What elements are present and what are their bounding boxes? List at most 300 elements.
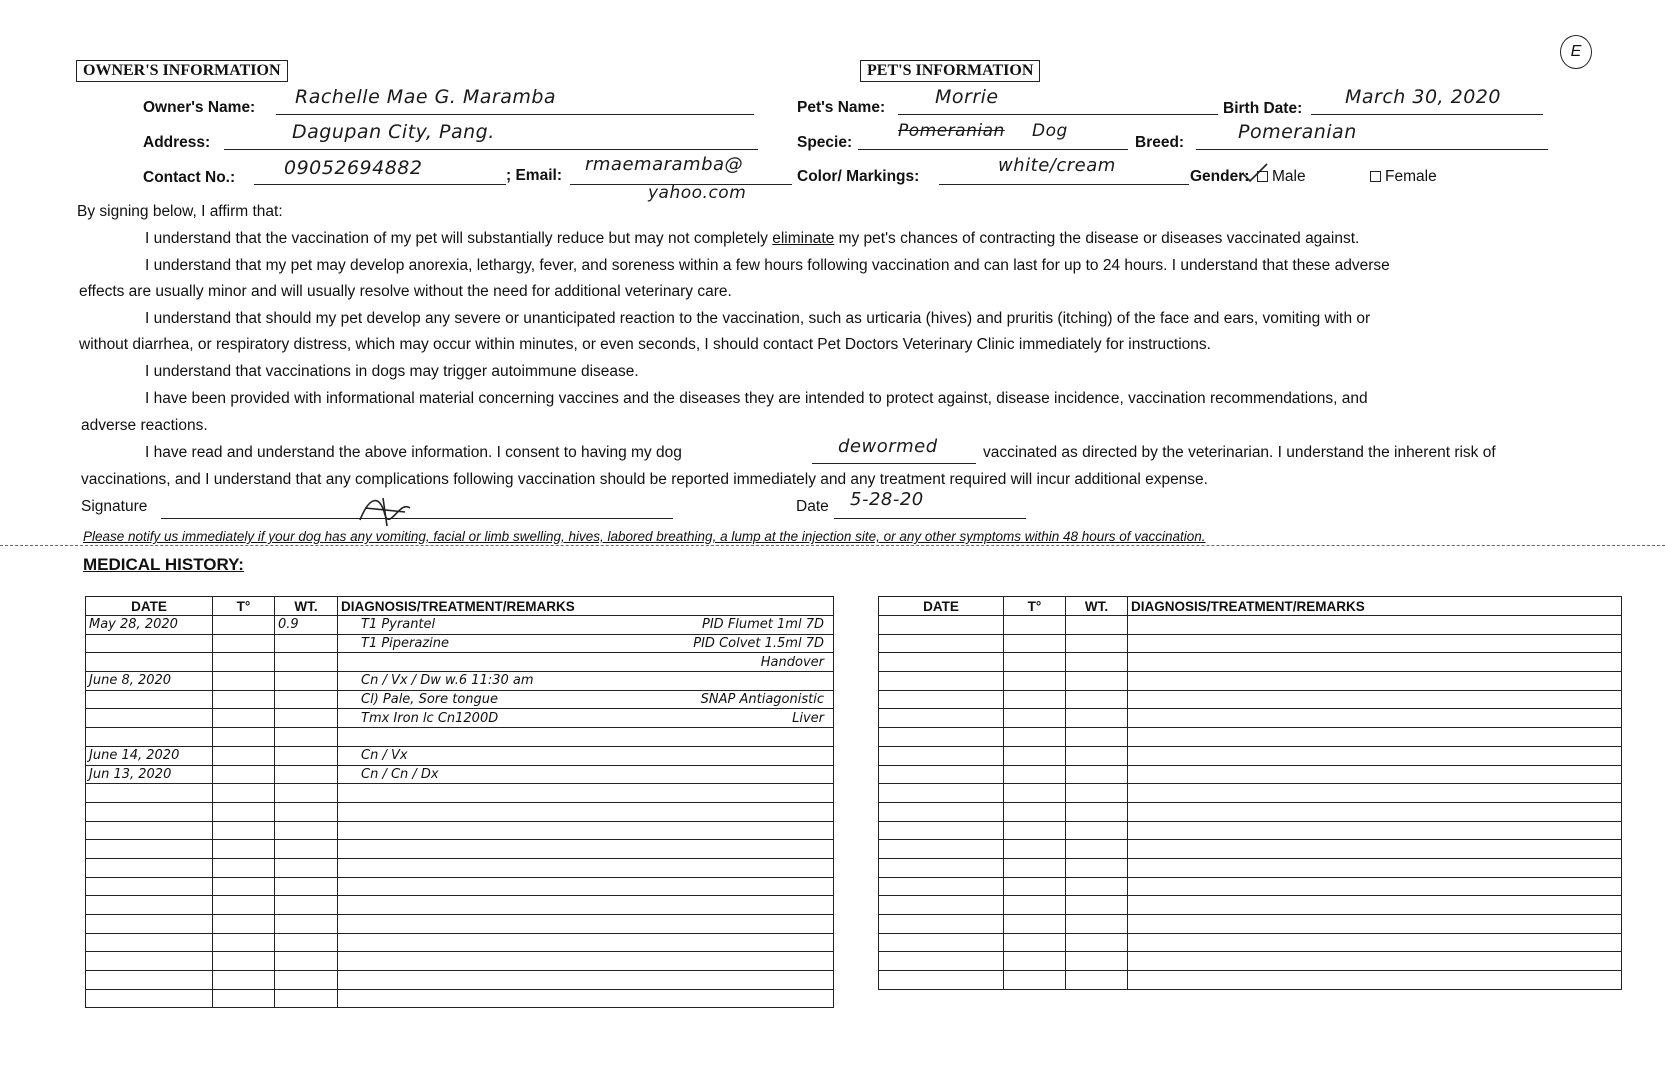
row-temp-cell[interactable] xyxy=(1004,746,1066,765)
table-row xyxy=(86,765,834,784)
table-row xyxy=(879,784,1622,803)
row-temp-cell[interactable] xyxy=(213,634,275,653)
row-wt-cell[interactable] xyxy=(1066,802,1128,821)
row-dx-text xyxy=(341,842,361,857)
row-date-cell[interactable] xyxy=(879,765,1004,784)
row-date-cell[interactable] xyxy=(879,616,1004,635)
table-row xyxy=(86,877,834,896)
row-date-cell[interactable] xyxy=(879,915,1004,934)
table-row xyxy=(879,858,1622,877)
breed-value[interactable]: Pomeranian xyxy=(1238,121,1357,143)
table-row xyxy=(86,746,834,765)
table-row xyxy=(86,616,834,635)
email-value-line1[interactable]: rmaemaramba@ xyxy=(585,154,744,175)
row-wt-cell[interactable] xyxy=(275,896,338,915)
row-note-text: Handover xyxy=(760,654,824,670)
row-date-cell[interactable] xyxy=(879,840,1004,859)
table-row xyxy=(86,784,834,803)
breed-label: Breed: xyxy=(1135,134,1185,151)
row-temp-cell[interactable] xyxy=(213,784,275,803)
row-temp-cell[interactable] xyxy=(1004,802,1066,821)
row-date-cell[interactable]: May 28, 2020 xyxy=(86,616,213,635)
table-row xyxy=(879,896,1622,915)
row-wt-cell[interactable] xyxy=(275,802,338,821)
row-temp-cell[interactable] xyxy=(1004,634,1066,653)
row-date-cell[interactable] xyxy=(86,653,213,672)
consent-p5-line2: adverse reactions. xyxy=(81,417,208,434)
row-dx-text: Cn / Vx xyxy=(361,748,408,764)
consent-p1-underlined: eliminate xyxy=(772,230,835,247)
row-temp-cell[interactable] xyxy=(213,653,275,672)
row-temp-cell[interactable] xyxy=(213,989,275,1008)
row-wt-cell[interactable] xyxy=(275,858,338,877)
color-line xyxy=(939,184,1189,185)
row-dx-cell[interactable] xyxy=(338,784,834,803)
pet-name-label: Pet's Name: xyxy=(797,99,886,116)
table-row xyxy=(879,802,1622,821)
medical-history-title: MEDICAL HISTORY: xyxy=(83,555,244,574)
consent-p4: I understand that vaccinations in dogs may trigger autoimmune disease. xyxy=(145,363,639,380)
table-row xyxy=(879,971,1622,990)
row-dx-cell[interactable] xyxy=(1128,784,1622,803)
row-temp-cell[interactable] xyxy=(213,896,275,915)
row-date-cell[interactable] xyxy=(879,858,1004,877)
table-row xyxy=(879,634,1622,653)
row-dx-cell[interactable] xyxy=(1128,690,1622,709)
row-wt-cell[interactable] xyxy=(1066,709,1128,728)
row-wt-cell[interactable] xyxy=(1066,765,1128,784)
row-wt-cell[interactable] xyxy=(1066,933,1128,952)
signature-line xyxy=(161,518,673,519)
row-wt-cell[interactable] xyxy=(275,933,338,952)
consent-p2-line1: I understand that my pet may develop anorexia, lethargy, fever, and soreness within a few hours following vaccination and can last for up to 24 hours. I understand that these adverse xyxy=(145,257,1390,274)
row-temp-cell[interactable] xyxy=(213,840,275,859)
birth-date-label: Birth Date: xyxy=(1223,100,1303,117)
birth-date-line xyxy=(1311,114,1543,115)
row-wt-cell[interactable] xyxy=(275,877,338,896)
row-wt-cell[interactable] xyxy=(1066,971,1128,990)
row-temp-cell[interactable] xyxy=(1004,840,1066,859)
signature-mark[interactable] xyxy=(355,490,415,530)
row-date-cell[interactable] xyxy=(86,784,213,803)
row-wt-cell[interactable] xyxy=(1066,690,1128,709)
row-wt-cell[interactable] xyxy=(1066,952,1128,971)
table-row xyxy=(86,896,834,915)
row-wt-cell[interactable] xyxy=(1066,840,1128,859)
row-date-cell[interactable] xyxy=(86,915,213,934)
col-date-header: DATE xyxy=(86,597,213,616)
row-dx-cell[interactable] xyxy=(1128,728,1622,747)
row-date-cell[interactable] xyxy=(879,728,1004,747)
table-row xyxy=(86,728,834,747)
contact-value[interactable]: 09052694882 xyxy=(284,157,423,179)
row-wt-cell[interactable] xyxy=(275,971,338,990)
row-dx-text: T1 Piperazine xyxy=(361,636,450,652)
row-dx-cell[interactable] xyxy=(1128,840,1622,859)
specie-line xyxy=(858,149,1128,150)
row-temp-cell[interactable] xyxy=(213,746,275,765)
row-dx-cell[interactable] xyxy=(338,765,834,784)
pet-section-title: PET'S INFORMATION xyxy=(860,60,1040,82)
table-row xyxy=(86,915,834,934)
row-date-cell[interactable] xyxy=(879,877,1004,896)
row-temp-cell[interactable] xyxy=(213,915,275,934)
email-value-line2[interactable]: yahoo.com xyxy=(648,183,747,203)
table-row xyxy=(879,765,1622,784)
row-wt-cell[interactable] xyxy=(275,765,338,784)
owner-section-title: OWNER'S INFORMATION xyxy=(76,60,288,82)
address-value[interactable]: Dagupan City, Pang. xyxy=(292,121,495,143)
row-temp-cell[interactable] xyxy=(213,858,275,877)
row-dx-cell[interactable] xyxy=(338,989,834,1008)
table-row xyxy=(879,933,1622,952)
row-wt-cell[interactable] xyxy=(275,653,338,672)
table-row xyxy=(86,971,834,990)
row-temp-cell[interactable] xyxy=(1004,915,1066,934)
specie-label: Specie: xyxy=(797,134,853,151)
consent-p1 xyxy=(145,226,1359,253)
table-row xyxy=(86,690,834,709)
row-temp-cell[interactable] xyxy=(213,933,275,952)
row-date-cell[interactable] xyxy=(879,952,1004,971)
row-dx-text xyxy=(341,972,361,987)
table-row xyxy=(86,709,834,728)
row-date-cell[interactable] xyxy=(86,840,213,859)
row-temp-cell[interactable] xyxy=(1004,709,1066,728)
table-row xyxy=(86,840,834,859)
row-temp-cell[interactable] xyxy=(1004,933,1066,952)
contact-line xyxy=(254,184,506,185)
row-dx-cell[interactable] xyxy=(1128,653,1622,672)
row-dx-cell[interactable] xyxy=(338,672,834,691)
row-dx-text xyxy=(341,879,361,894)
row-temp-cell[interactable] xyxy=(213,802,275,821)
row-date-cell[interactable]: June 8, 2020 xyxy=(86,672,213,691)
row-dx-cell[interactable] xyxy=(1128,672,1622,691)
row-dx-cell[interactable] xyxy=(1128,634,1622,653)
table-row xyxy=(86,952,834,971)
row-note-text: PID Flumet 1ml 7D xyxy=(702,617,824,633)
dog-vaccine-value[interactable]: dewormed xyxy=(838,436,938,457)
row-dx-cell[interactable] xyxy=(338,952,834,971)
table-row xyxy=(879,840,1622,859)
row-date-cell[interactable] xyxy=(879,634,1004,653)
right-col-date-header: DATE xyxy=(879,597,1004,616)
address-label: Address: xyxy=(143,134,211,151)
table-row xyxy=(879,672,1622,691)
row-wt-cell[interactable] xyxy=(1066,634,1128,653)
dog-vaccine-line xyxy=(812,463,976,464)
row-date-cell[interactable] xyxy=(879,784,1004,803)
row-dx-cell[interactable] xyxy=(1128,746,1622,765)
row-wt-cell[interactable] xyxy=(1066,746,1128,765)
row-wt-cell[interactable] xyxy=(1066,896,1128,915)
row-dx-text: Tmx Iron lc Cn1200D xyxy=(361,710,499,726)
male-check-mark xyxy=(1240,162,1270,184)
row-dx-text xyxy=(341,804,361,819)
table-row xyxy=(879,709,1622,728)
row-temp-cell[interactable] xyxy=(1004,653,1066,672)
female-label: Female xyxy=(1385,168,1437,185)
row-date-cell[interactable] xyxy=(879,896,1004,915)
row-wt-cell[interactable] xyxy=(1066,728,1128,747)
row-dx-text: Cn / Vx / Dw w.6 11:30 am xyxy=(361,673,534,689)
row-dx-cell[interactable] xyxy=(1128,933,1622,952)
contact-label: Contact No.: xyxy=(143,169,236,186)
row-wt-cell[interactable] xyxy=(1066,616,1128,635)
row-date-cell[interactable] xyxy=(86,971,213,990)
row-note-text: PID Colvet 1.5ml 7D xyxy=(693,636,824,652)
row-temp-cell[interactable] xyxy=(1004,784,1066,803)
row-dx-text xyxy=(341,916,361,931)
owner-name-value[interactable]: Rachelle Mae G. Maramba xyxy=(295,86,557,108)
row-temp-cell[interactable] xyxy=(213,616,275,635)
row-date-cell[interactable] xyxy=(86,690,213,709)
row-temp-cell[interactable] xyxy=(213,952,275,971)
row-dx-cell[interactable] xyxy=(338,915,834,934)
row-dx-cell[interactable] xyxy=(338,840,834,859)
row-wt-cell[interactable] xyxy=(1066,821,1128,840)
row-wt-cell[interactable]: 0.9 xyxy=(275,616,338,635)
signature-label: Signature xyxy=(81,498,148,515)
table-row xyxy=(879,915,1622,934)
row-dx-cell[interactable] xyxy=(338,690,834,709)
row-dx-text: Cl) Pale, Sore tongue xyxy=(361,692,499,708)
row-dx-text xyxy=(341,954,361,969)
row-dx-cell[interactable] xyxy=(1128,896,1622,915)
right-col-temp-header: T° xyxy=(1004,597,1066,616)
col-dx-header: DIAGNOSIS/TREATMENT/REMARKS xyxy=(338,597,834,616)
table-row xyxy=(86,933,834,952)
row-temp-cell[interactable] xyxy=(1004,858,1066,877)
row-wt-cell[interactable] xyxy=(275,672,338,691)
row-dx-cell[interactable] xyxy=(1128,952,1622,971)
row-dx-cell[interactable] xyxy=(1128,765,1622,784)
row-temp-cell[interactable] xyxy=(1004,765,1066,784)
row-date-cell[interactable] xyxy=(879,933,1004,952)
row-date-cell[interactable] xyxy=(879,746,1004,765)
row-temp-cell[interactable] xyxy=(1004,952,1066,971)
right-col-dx-header: DIAGNOSIS/TREATMENT/REMARKS xyxy=(1128,597,1622,616)
row-temp-cell[interactable] xyxy=(1004,971,1066,990)
table-row xyxy=(86,672,834,691)
row-date-cell[interactable] xyxy=(86,858,213,877)
consent-p6-after: vaccinated as directed by the veterinarian. I understand the inherent risk of xyxy=(983,444,1496,461)
table-row xyxy=(879,616,1622,635)
row-wt-cell[interactable] xyxy=(1066,653,1128,672)
row-dx-cell[interactable] xyxy=(338,616,834,635)
specie-struck-value: Pomeranian xyxy=(898,121,1005,141)
row-wt-cell[interactable] xyxy=(1066,784,1128,803)
row-date-cell[interactable]: Jun 13, 2020 xyxy=(86,765,213,784)
row-dx-text xyxy=(341,860,361,875)
pet-name-value[interactable]: Morrie xyxy=(935,86,999,108)
pet-name-line xyxy=(898,114,1218,115)
table-row xyxy=(879,877,1622,896)
row-temp-cell[interactable] xyxy=(213,765,275,784)
email-label: ; Email: xyxy=(506,167,562,184)
row-dx-cell[interactable] xyxy=(338,728,834,747)
col-wt-header: WT. xyxy=(275,597,338,616)
row-note-text: SNAP Antiagonistic xyxy=(700,692,824,708)
col-temp-header: T° xyxy=(213,597,275,616)
table-row xyxy=(86,858,834,877)
table-row xyxy=(86,821,834,840)
color-label: Color/ Markings: xyxy=(797,168,920,185)
row-dx-cell[interactable] xyxy=(1128,802,1622,821)
row-wt-cell[interactable] xyxy=(275,952,338,971)
row-dx-text xyxy=(341,823,361,838)
row-temp-cell[interactable] xyxy=(213,728,275,747)
row-dx-text xyxy=(341,729,361,744)
row-temp-cell[interactable] xyxy=(1004,672,1066,691)
row-temp-cell[interactable] xyxy=(1004,821,1066,840)
row-wt-cell[interactable] xyxy=(275,821,338,840)
table-row xyxy=(879,653,1622,672)
table-row xyxy=(879,952,1622,971)
row-dx-cell[interactable] xyxy=(338,896,834,915)
row-wt-cell[interactable] xyxy=(1066,858,1128,877)
consent-intro: By signing below, I affirm that: xyxy=(77,203,283,220)
row-dx-cell[interactable] xyxy=(1128,877,1622,896)
table-row xyxy=(879,728,1622,747)
row-wt-cell[interactable] xyxy=(1066,915,1128,934)
row-dx-cell[interactable] xyxy=(1128,616,1622,635)
row-wt-cell[interactable] xyxy=(275,690,338,709)
vaccination-notice: Please notify us immediately if your dog has any vomiting, facial or limb swelling, hives, labored breathing, a lump at the injection site, or any other symptoms within 48 hours of vaccination. xyxy=(83,529,1206,544)
row-date-cell[interactable]: June 14, 2020 xyxy=(86,746,213,765)
row-note-text: Liver xyxy=(792,710,824,726)
consent-p1-after: my pet's chances of contracting the disease or diseases vaccinated against. xyxy=(834,230,1360,247)
consent-p2-line2: effects are usually minor and will usually resolve without the need for additional veterinary care. xyxy=(79,283,732,300)
table-row xyxy=(86,634,834,653)
row-wt-cell[interactable] xyxy=(275,709,338,728)
row-wt-cell[interactable] xyxy=(275,840,338,859)
row-wt-cell[interactable] xyxy=(275,784,338,803)
row-temp-cell[interactable] xyxy=(213,821,275,840)
table-row xyxy=(879,690,1622,709)
row-dx-cell[interactable] xyxy=(338,802,834,821)
row-temp-cell[interactable] xyxy=(213,877,275,896)
row-dx-cell[interactable] xyxy=(1128,915,1622,934)
row-dx-cell[interactable] xyxy=(338,653,834,672)
row-dx-cell[interactable] xyxy=(1128,821,1622,840)
owner-name-line xyxy=(276,114,754,115)
table-row xyxy=(879,746,1622,765)
row-dx-cell[interactable] xyxy=(338,709,834,728)
consent-p5-line1: I have been provided with informational material concerning vaccines and the diseases they are intended to protect against, disease incidence, vaccination recommendations, and xyxy=(145,390,1368,407)
row-dx-cell[interactable] xyxy=(338,821,834,840)
row-temp-cell[interactable] xyxy=(213,709,275,728)
row-dx-text: T1 Pyrantel xyxy=(361,617,436,633)
row-date-cell[interactable] xyxy=(86,989,213,1008)
row-temp-cell[interactable] xyxy=(1004,690,1066,709)
row-wt-cell[interactable] xyxy=(275,989,338,1008)
row-date-cell[interactable] xyxy=(879,802,1004,821)
row-date-cell[interactable] xyxy=(86,933,213,952)
row-temp-cell[interactable] xyxy=(213,672,275,691)
address-line xyxy=(224,149,758,150)
row-date-cell[interactable] xyxy=(879,672,1004,691)
row-dx-cell[interactable] xyxy=(338,634,834,653)
date-label: Date xyxy=(796,498,829,515)
row-temp-cell[interactable] xyxy=(213,971,275,990)
table-row xyxy=(86,802,834,821)
row-dx-text xyxy=(341,655,361,670)
row-date-cell[interactable] xyxy=(86,896,213,915)
row-date-cell[interactable] xyxy=(879,690,1004,709)
date-value[interactable]: 5-28-20 xyxy=(850,489,924,510)
row-wt-cell[interactable] xyxy=(275,915,338,934)
color-value[interactable]: white/cream xyxy=(998,155,1116,176)
gender-female-option[interactable] xyxy=(1368,168,1437,186)
row-wt-cell[interactable] xyxy=(275,746,338,765)
row-date-cell[interactable] xyxy=(879,971,1004,990)
row-date-cell[interactable] xyxy=(879,821,1004,840)
row-temp-cell[interactable] xyxy=(1004,877,1066,896)
birth-date-value[interactable]: March 30, 2020 xyxy=(1345,86,1501,108)
medical-history-table-right xyxy=(878,596,1622,990)
row-temp-cell[interactable] xyxy=(1004,616,1066,635)
row-dx-cell[interactable] xyxy=(1128,971,1622,990)
row-wt-cell[interactable] xyxy=(1066,877,1128,896)
consent-p6-before: I have read and understand the above information. I consent to having my dog xyxy=(145,444,682,461)
row-dx-text xyxy=(341,786,361,801)
male-label: Male xyxy=(1272,168,1306,185)
consent-p3-line1: I understand that should my pet develop any severe or unanticipated reaction to the vaccination, such as urticaria (hives) and pruritis (itching) of the face and ears, vomiting with or xyxy=(145,310,1371,327)
table-row xyxy=(879,821,1622,840)
row-dx-cell[interactable] xyxy=(338,858,834,877)
row-date-cell[interactable] xyxy=(86,634,213,653)
row-date-cell[interactable] xyxy=(86,877,213,896)
row-date-cell[interactable] xyxy=(879,653,1004,672)
row-temp-cell[interactable] xyxy=(1004,896,1066,915)
row-dx-text xyxy=(341,991,361,1006)
consent-p6-line2: vaccinations, and I understand that any complications following vaccination should be reported immediately and any treatment required will incur additional expense. xyxy=(81,471,1208,488)
corner-mark: E xyxy=(1560,35,1592,69)
row-dx-cell[interactable] xyxy=(1128,858,1622,877)
row-dx-cell[interactable] xyxy=(338,746,834,765)
row-dx-text xyxy=(341,935,361,950)
row-wt-cell[interactable] xyxy=(275,634,338,653)
table-row xyxy=(86,989,834,1008)
row-temp-cell[interactable] xyxy=(213,690,275,709)
row-temp-cell[interactable] xyxy=(1004,728,1066,747)
row-dx-cell[interactable] xyxy=(338,933,834,952)
row-date-cell[interactable] xyxy=(86,728,213,747)
medical-history-table-left xyxy=(85,596,834,1008)
consent-p1-before: I understand that the vaccination of my pet will substantially reduce but may not completely xyxy=(145,230,773,247)
row-date-cell[interactable] xyxy=(86,821,213,840)
breed-line xyxy=(1196,149,1548,150)
row-dx-text xyxy=(341,898,361,913)
row-wt-cell[interactable] xyxy=(275,728,338,747)
row-date-cell[interactable] xyxy=(86,709,213,728)
consent-p3-line2: without diarrhea, or respiratory distress, which may occur within minutes, or even seconds, I should contact Pet Doctors Veterinary Clinic immediately for instructions. xyxy=(79,336,1211,353)
row-dx-cell[interactable] xyxy=(338,877,834,896)
female-checkbox[interactable] xyxy=(1370,171,1381,182)
row-dx-cell[interactable] xyxy=(1128,709,1622,728)
specie-value[interactable]: Dog xyxy=(1032,121,1068,141)
row-date-cell[interactable] xyxy=(879,709,1004,728)
row-wt-cell[interactable] xyxy=(1066,672,1128,691)
gender-label: Gender: xyxy=(1190,168,1250,185)
row-date-cell[interactable] xyxy=(86,952,213,971)
date-line xyxy=(834,518,1026,519)
right-col-wt-header: WT. xyxy=(1066,597,1128,616)
row-dx-cell[interactable] xyxy=(338,971,834,990)
row-date-cell[interactable] xyxy=(86,802,213,821)
